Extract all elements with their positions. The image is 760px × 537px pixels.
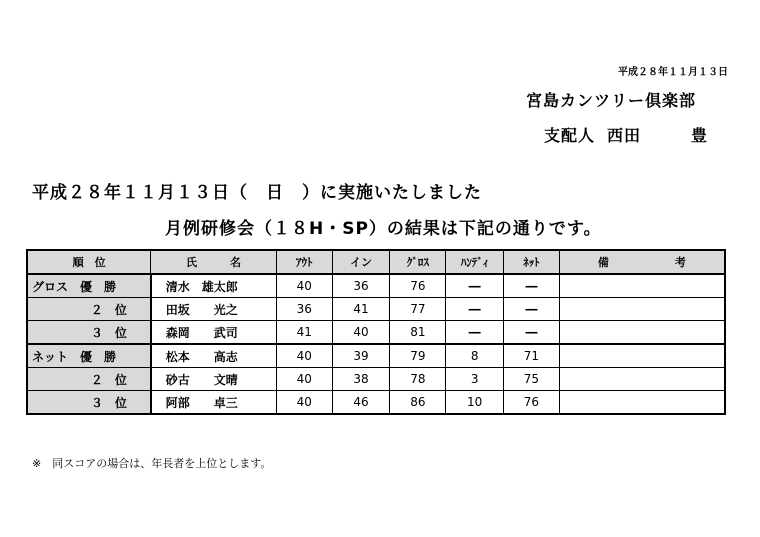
header-in: イン xyxy=(332,250,390,274)
table-row xyxy=(27,298,725,321)
header-net: ﾈｯﾄ xyxy=(504,250,560,274)
table-row xyxy=(27,274,725,298)
net-cell: ― xyxy=(504,298,560,321)
handicap-cell: ― xyxy=(446,321,504,345)
gross-cell: 86 xyxy=(390,391,446,415)
out-cell: 40 xyxy=(276,391,332,415)
net-cell: ― xyxy=(504,321,560,345)
gross-cell: 78 xyxy=(390,368,446,391)
table-row xyxy=(27,321,725,345)
table-header-row xyxy=(27,250,725,274)
manager-line xyxy=(544,123,708,146)
table-row xyxy=(27,368,725,391)
document-date: 平成２８年１１月１３日 xyxy=(618,67,728,78)
net-cell: 71 xyxy=(504,344,560,368)
handicap-cell: ― xyxy=(446,298,504,321)
handicap-cell: 10 xyxy=(446,391,504,415)
note-cell xyxy=(559,298,725,321)
name-cell: 松本 高志 xyxy=(151,344,277,368)
gross-cell: 81 xyxy=(390,321,446,345)
name-cell: 阿部 卓三 xyxy=(151,391,277,415)
header-handicap: ﾊﾝﾃﾞｨ xyxy=(446,250,504,274)
header-gross: ｸﾞﾛｽ xyxy=(390,250,446,274)
rank-cell: ２ 位 xyxy=(27,298,151,321)
header-rank: 順 位 xyxy=(27,250,151,274)
out-cell: 41 xyxy=(276,321,332,345)
header-name: 氏 名 xyxy=(151,250,277,274)
results-table xyxy=(26,249,726,415)
out-cell: 40 xyxy=(276,368,332,391)
name-cell: 砂古 文晴 xyxy=(151,368,277,391)
out-cell: 40 xyxy=(276,344,332,368)
note-cell xyxy=(559,391,725,415)
header-note: 備 考 xyxy=(559,250,725,274)
name-cell: 田坂 光之 xyxy=(151,298,277,321)
manager-name-given: 豊 xyxy=(691,126,709,145)
rank-cell: ３ 位 xyxy=(27,391,151,415)
footnote: ※ 同スコアの場合は、年長者を上位とします。 xyxy=(32,457,272,470)
in-cell: 39 xyxy=(332,344,390,368)
net-cell: ― xyxy=(504,274,560,298)
table-row xyxy=(27,391,725,415)
handicap-cell: ― xyxy=(446,274,504,298)
intro-line-1: 平成２８年１１月１３日（ 日 ）に実施いたしました xyxy=(32,183,482,203)
out-cell: 40 xyxy=(276,274,332,298)
rank-cell: ３ 位 xyxy=(27,321,151,345)
rank-cell: ２ 位 xyxy=(27,368,151,391)
manager-name-family: 西田 xyxy=(607,126,642,145)
note-cell xyxy=(559,321,725,345)
note-cell xyxy=(559,344,725,368)
net-cell: 76 xyxy=(504,391,560,415)
in-cell: 46 xyxy=(332,391,390,415)
table-row xyxy=(27,344,725,368)
name-cell: 清水 雄太郎 xyxy=(151,274,277,298)
in-cell: 38 xyxy=(332,368,390,391)
in-cell: 36 xyxy=(332,274,390,298)
handicap-cell: 8 xyxy=(446,344,504,368)
gross-cell: 79 xyxy=(390,344,446,368)
name-cell: 森岡 武司 xyxy=(151,321,277,345)
header-out: ｱｳﾄ xyxy=(276,250,332,274)
club-name: 宮島カンツリー倶楽部 xyxy=(526,91,697,110)
manager-title: 支配人 xyxy=(544,126,596,145)
rank-cell: ネット 優 勝 xyxy=(27,344,151,368)
in-cell: 41 xyxy=(332,298,390,321)
in-cell: 40 xyxy=(332,321,390,345)
net-cell: 75 xyxy=(504,368,560,391)
out-cell: 36 xyxy=(276,298,332,321)
handicap-cell: 3 xyxy=(446,368,504,391)
note-cell xyxy=(559,368,725,391)
note-cell xyxy=(559,274,725,298)
rank-cell: グロス 優 勝 xyxy=(27,274,151,298)
gross-cell: 77 xyxy=(390,298,446,321)
gross-cell: 76 xyxy=(390,274,446,298)
intro-line-2: 月例研修会（１８H・SP）の結果は下記の通りです。 xyxy=(165,219,602,239)
